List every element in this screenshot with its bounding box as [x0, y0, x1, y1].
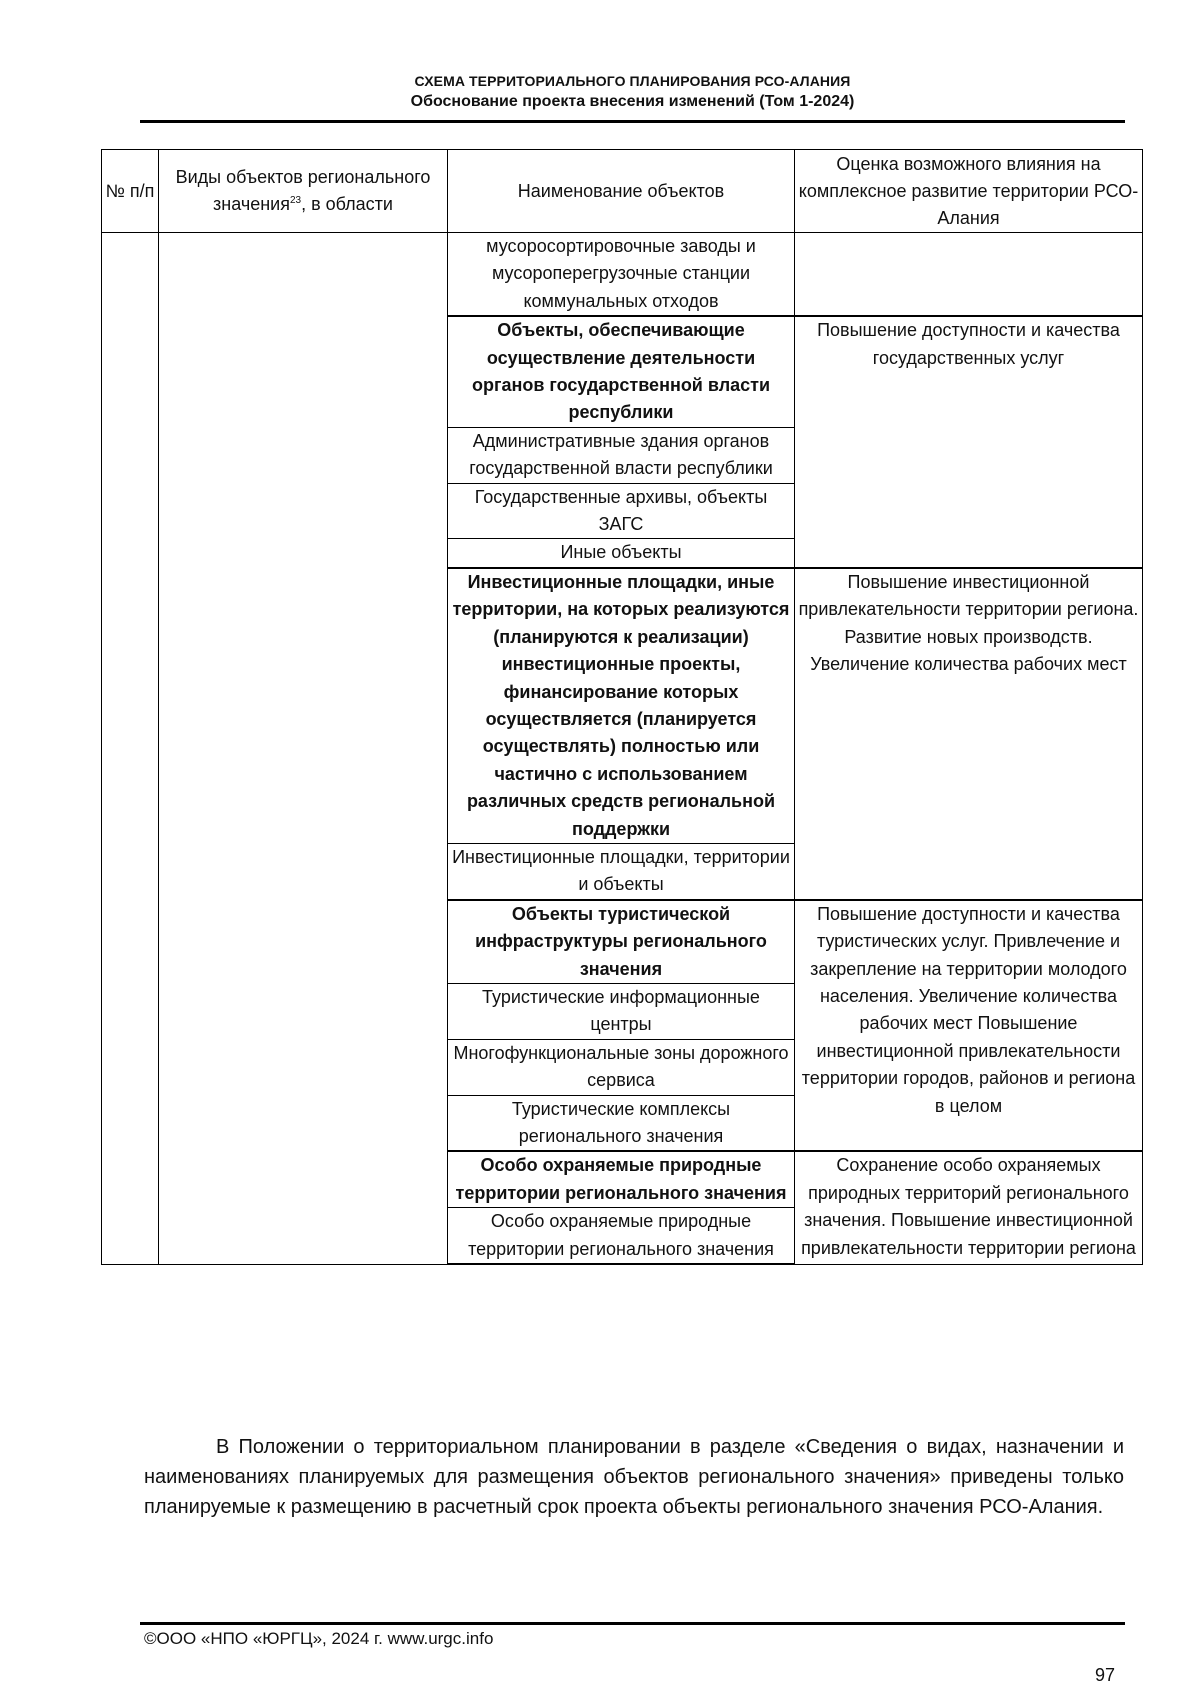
name-cell-oopt-head: Особо охраняемые природные территории регионального значения [448, 1151, 795, 1207]
col-header-kinds [159, 150, 448, 233]
impact-cell-inv: Повышение инвестиционной привлекательности территории региона. Развитие новых производств. Увеличение количества рабочих мест [795, 568, 1143, 900]
footer-copyright: ©ООО «НПО «ЮРГЦ», 2024 г. www.urgc.info [144, 1629, 494, 1648]
name-cell-inv-head: Инвестиционные площадки, иные территории, на которых реализуются (планируются к реализации) инвестиционные проекты, финансирование которых осуществляется (планируется осуществлять) полностью или частично с использованием различных средств региональной поддержки [448, 568, 795, 844]
name-cell-gov-2: Государственные архивы, объекты ЗАГС [448, 483, 795, 539]
page-number: 97 [1095, 1665, 1116, 1685]
running-header [140, 72, 1125, 112]
num-cell [102, 233, 159, 1265]
impact-cell-waste [795, 233, 1143, 317]
name-cell-inv-1: Инвестиционные площадки, территории и объекты [448, 843, 795, 899]
table-header-row [102, 150, 1143, 233]
impact-cell-oopt: Сохранение особо охраняемых природных территорий регионального значения. Повышение инвестиционной привлекательности территории региона [795, 1151, 1143, 1264]
header-title: СХЕМА ТЕРРИТОРИАЛЬНОГО ПЛАНИРОВАНИЯ РСО-АЛАНИЯ [414, 73, 851, 89]
col-header-kinds-tail: , в области [301, 194, 393, 214]
col-header-kinds-text: Виды объектов регионального значения [175, 167, 431, 214]
name-cell-gov-1: Административные здания органов государственной власти республики [448, 427, 795, 483]
col-header-impact: Оценка возможного влияния на комплексное развитие территории РСО-Алания [795, 150, 1143, 233]
name-cell-tour-3: Туристические комплексы регионального значения [448, 1095, 795, 1151]
header-subtitle: Обоснование проекта внесения изменений (Том 1-2024) [410, 93, 855, 110]
name-cell-gov-head: Объекты, обеспечивающие осуществление деятельности органов государственной власти республики [448, 316, 795, 427]
col-header-num: № п/п [102, 150, 159, 233]
name-cell-tour-head: Объекты туристической инфраструктуры регионального значения [448, 900, 795, 984]
name-cell-waste: мусоросортировочные заводы и мусороперегрузочные станции коммунальных отходов [448, 233, 795, 317]
impact-cell-tour: Повышение доступности и качества туристических услуг. Привлечение и закрепление на территории молодого населения. Увеличение количества рабочих мест Повышение инвестиционной привлекательности территории городов, районов и региона в целом [795, 900, 1143, 1152]
impact-cell-gov: Повышение доступности и качества государственных услуг [795, 316, 1143, 568]
body-paragraph [144, 1432, 1124, 1522]
table-row [102, 233, 1143, 317]
col-header-names: Наименование объектов [448, 150, 795, 233]
objects-table [101, 149, 1143, 1265]
name-cell-tour-1: Туристические информационные центры [448, 983, 795, 1039]
name-cell-gov-3: Иные объекты [448, 539, 795, 568]
name-cell-oopt-1: Особо охраняемые природные территории регионального значения [448, 1208, 795, 1264]
body-paragraph-text: В Положении о территориальном планировании в разделе «Сведения о видах, назначении и наименованиях планируемых для размещения объектов регионального значения» приведены только планируемые к размещению в расчетный срок проекта объекты регионального значения РСО-Алания. [144, 1436, 1124, 1518]
spacer-cell [448, 1264, 795, 1265]
header-rule [140, 120, 1125, 123]
footer-rule [140, 1622, 1125, 1625]
name-cell-tour-2: Многофункциональные зоны дорожного сервиса [448, 1039, 795, 1095]
footnote-ref: 23 [289, 195, 302, 206]
kinds-cell [159, 233, 448, 1265]
